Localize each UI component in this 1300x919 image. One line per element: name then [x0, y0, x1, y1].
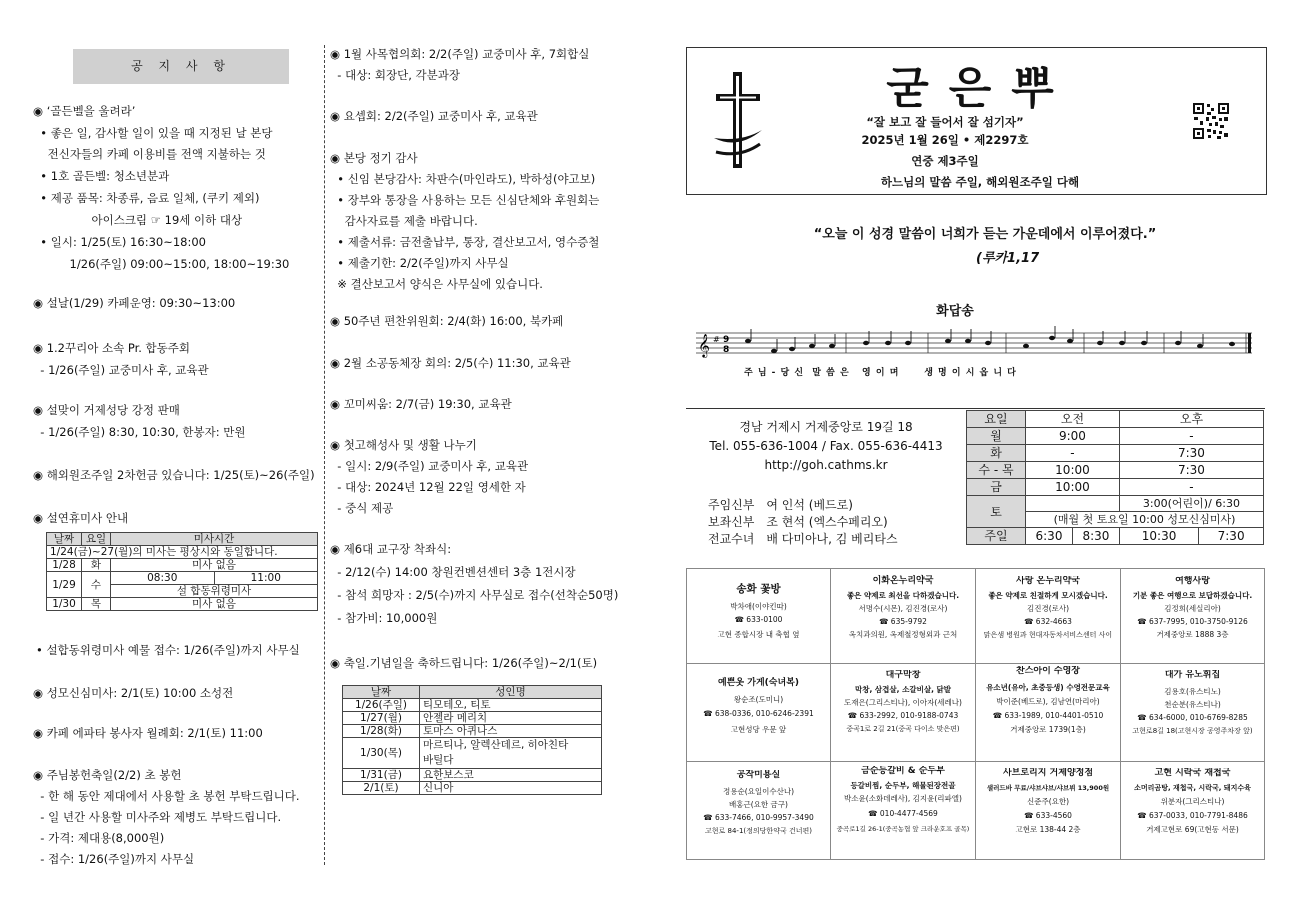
mass-schedule-table: 요일 오전 오후 월 9:00 - 화 - 7:30 수 - 목 10:00 7:30 금 10:00 - 토 3:00(어린이)/ 6:30 (매월 첫 토요일 10:00 성모신심미사) 주일 6:30 8:30 10:30 7:30 [966, 410, 1264, 545]
notice-item-audit: ◉ 본당 정기 감사 • 신임 본당감사: 차판수(마인라도), 박하성(야고보) • 장부와 통장을 사용하는 모든 신심단체와 후원회는 감사자료를 제출 바랍니다. • 제출서류: 금전출납부, 통장, 결산보고서, 영수증철 • 제출기한: 2/2(주일)까지 사무실 ※ 결산보고서 양식은 사무실에 있습니다. [330, 151, 600, 291]
notice-item-goldenbell: ◉ ‘골든벨을 울려라’ • 좋은 일, 감사할 일이 있을 때 지정된 날 본당 전신자들의 카페 이용비를 전액 지불하는 것 • 1호 골든벨: 청소년분과 • 제공 품목: 차종류, 음료 일체, (쿠키 제외) 아이스크림 ☞ 19세 이하 대상 • 일시: 1/25(토) 16:30~18:00 1/26(주일) 09:00~15:00, 18:00~19:30 [33, 104, 290, 271]
svg-text:𝄞: 𝄞 [698, 333, 710, 357]
ad-daegu-makchang: 대구막창 막창, 삼겹살, 소갈비살, 닭발 도재은(그리스티나), 이아자(세레나) ☎ 633-2992, 010-9188-0743 중곡1로 2길 21(중곡 다이소 맞은편) [844, 670, 962, 733]
psalm-lyrics: 주 님 - 당 신 말 씀 은 영 이 며 생 명 이 시 옵 니 다 [744, 368, 1017, 378]
notice-item-pastoral-council: ◉ 1월 사목협의회: 2/2(주일) 교중미사 후, 7회합실 - 대상: 회장단, 각분과장 [330, 47, 590, 82]
liturgical-week: 연중 제3주일 [911, 154, 979, 168]
notice-item-holiday-mass: ◉ 설연휴미사 안내 [33, 511, 129, 525]
svg-text:9: 9 [723, 335, 730, 345]
qr-code-icon [1192, 102, 1230, 140]
notice-item-small-community: ◉ 2월 소공동체장 회의: 2/5(수) 11:30, 교육관 [330, 356, 571, 370]
bulletin-title: 굳은뿌 [886, 63, 1074, 114]
ads-hline-2 [686, 761, 1264, 762]
ad-geumsun: 금순등갈비 & 순두부 등갈비찜, 순두부, 해물된장전골 박소윤(소화데레사), 김지윤(리파엘) ☎ 010-4477-4569 중곡로1길 26-1(중곡농협 앞 크라운호프 골목) [836, 766, 970, 833]
column-divider [324, 45, 325, 865]
notice-item-candles: ◉ 주님봉헌축일(2/2) 초 봉헌 - 한 해 동안 제대에서 사용할 초 봉헌 부탁드립니다. - 일 년간 사용할 미사주와 제병도 부탁드립니다. - 가격: 제대용(8,000원) - 접수: 1/26(주일)까지 사무실 [33, 768, 300, 866]
cross-logo [712, 68, 764, 172]
notice-item-gangjeong: ◉ 설맞이 거제성당 강정 판매 - 1/26(주일) 8:30, 10:30, 한봉자: 만원 [33, 403, 246, 439]
svg-text:#: # [713, 335, 720, 344]
bulletin-issue: 2025년 1월 26일 • 제2297호 [861, 133, 1029, 147]
ad-shabu: 사브로리지 거제양정점 샐러드바 무료/샤브샤브/샤브뷔 13,900원 신준주(요한) ☎ 633-4560 고현로 138-44 2층 [986, 768, 1110, 834]
sunday-title: 하느님의 말씀 주일, 해외원조주일 다해 [880, 175, 1080, 189]
holiday-mass-table: 날짜 요일 미사시간 1/24(금)~27(월)의 미사는 평상시와 동일합니다. 1/28 화 미사 없음 1/29 수 08:30 11:00 설 합동위령미사 1/30 목 미사 없음 [46, 532, 318, 611]
ad-swimming: 찬스아이 수영장 유소년(유아, 초중등생) 수영전문교육 박이준(베드로), 김남연(마리아) ☎ 633-1989, 010-4401-0510 거제중앙로 1739(1층) [986, 666, 1110, 734]
ad-clothing: 예쁜옷 가게(숙녀복) 왕순조(도미니) ☎ 638-0336, 010-6246-2391 고현성당 우문 앞 [703, 678, 814, 734]
staff-list: 주임신부 여 인석 (베드로) 보좌신부 조 현석 (엑스수페리오) 전교수녀 배 다미아나, 김 베리타스 [708, 498, 898, 546]
parish-address: 경남 거제시 거제중앙로 19길 18 [739, 420, 913, 434]
parish-contact [690, 418, 962, 475]
ad-ihwa-pharmacy: 이화온누리약국 좋은 약제로 최선을 다하겠습니다. 서명수(시몬), 김진경(로사) ☎ 635-9792 옥치과의원, 옥제철정형외과 근처 [846, 576, 960, 639]
ad-sarang-pharmacy: 사랑 온누리약국 좋은 약제로 친절하게 모시겠습니다. 김진경(로사) ☎ 632-4663 맑은샘 병원과 현대자동차서비스센터 사이 [983, 576, 1113, 639]
gospel-quote: “오늘 이 성경 말씀이 너희가 듣는 가운데에서 이루어졌다.” [813, 227, 1157, 242]
psalm-title: 화답송 [936, 304, 974, 319]
ad-daega: 대가 유노휘집 김용호(유스티노) 천순분(유스티나) ☎ 634-6000, 010-6769-8285 고현로8길 18(고현시장 공영주차장 앞) [1132, 670, 1253, 735]
ad-sirakguk: 고현 시락국 재첩국 소머리곰탕, 재첩국, 시락국, 돼지수육 위분자(그리스티나) ☎ 637-0033, 010-7791-8486 거제고현로 69(고현동 서문) [1134, 768, 1251, 834]
notice-item-collection: ◉ 해외원조주일 2차헌금 있습니다: 1/25(토)~26(주일) [33, 468, 315, 482]
notice-item-50th: ◉ 50주년 편찬위원회: 2/4(화) 16:00, 북카페 [330, 314, 564, 328]
psalm-score [696, 325, 1254, 363]
bulletin-motto: “잘 보고 잘 들어서 잘 섬기자” [866, 115, 1024, 129]
notice-item-feasts: ◉ 축일.기념일을 축하드립니다: 1/26(주일)~2/1(토) [330, 656, 598, 670]
parish-phone: Tel. 055-636-1004 / Fax. 055-636-4413 [709, 439, 943, 453]
notice-item-marian-mass: ◉ 성모신심미사: 2/1(토) 10:00 소성전 [33, 686, 234, 700]
ad-travel: 여행사랑 기분 좋은 여행으로 보답하겠습니다. 김정희(세실리아) ☎ 637-7995, 010-3750-9126 거제중앙로 1888 3층 [1132, 576, 1253, 639]
notice-title: 공 지 사 항 [73, 49, 289, 84]
info-top-rule [686, 408, 1265, 409]
notice-item-ephphatha: ◉ 카페 에파타 봉사자 월례회: 2/1(토) 11:00 [33, 726, 263, 740]
notice-item-comitium: ◉ 꼬미씨움: 2/7(금) 19:30, 교육관 [330, 397, 512, 411]
notice-item-cafe: ◉ 설날(1/29) 카페운영: 09:30~13:00 [33, 296, 236, 310]
ads-hline-1 [686, 663, 1264, 664]
notice-item-installation: ◉ 제6대 교구장 착좌식: - 2/12(수) 14:00 창원컨벤션센터 3층 1전시장 - 참석 희망자 : 2/5(수)까지 사무실로 접수(선착순50명) - 참가비: 10,000원 [330, 542, 619, 625]
notice-item-curia: ◉ 1.2꾸리아 소속 Pr. 합동주회 - 1/26(주일) 교중미사 후, 교육관 [33, 341, 209, 377]
ad-gongjak-salon: 공작미용실 정용순(요일이수산나) 배홍근(요한 금구) ☎ 633-7466, 010-9957-3490 고현로 84-1(정의당한약국 건너편) [703, 770, 814, 835]
parish-website[interactable]: http://goh.cathms.kr [764, 458, 888, 472]
notice-item-first-confession: ◉ 첫고해성사 및 생활 나누기 - 일시: 2/9(주일) 교중미사 후, 교육관 - 대상: 2024년 12월 22일 영세한 자 - 중식 제공 [330, 438, 529, 515]
gospel-reference: (루카1,17 [976, 251, 1040, 266]
svg-text:8: 8 [723, 345, 730, 355]
feast-table: 날짜 성인명 1/26(주일) 티모테오, 티토 1/27(월) 안젤라 메리치 1/28(화) 토마스 아퀴나스 1/30(목) 마르티나, 알렉산데르, 히아친타 바틸다 1/31(금) 요한보스코 2/1(토) 신니아 [342, 685, 602, 795]
notice-item-joseph: ◉ 요셉회: 2/2(주일) 교중미사 후, 교육관 [330, 109, 538, 123]
notice-item-offering: • 설합동위령미사 예물 접수: 1/26(주일)까지 사무실 [36, 643, 300, 657]
ad-songhwa: 송화 꽃방 박차애(이야킨따) ☎ 633-0100 고현 종합시장 내 축협 옆 [717, 583, 800, 639]
